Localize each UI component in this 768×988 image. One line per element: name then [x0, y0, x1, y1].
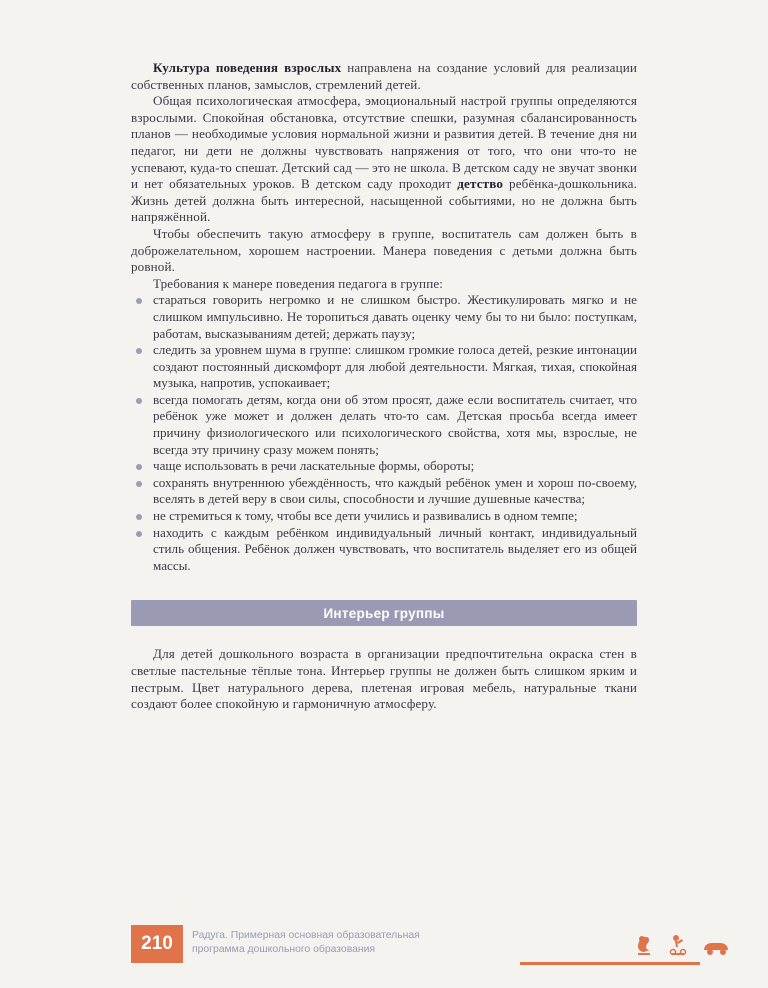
list-item-text: стараться говорить негромко и не слишком быстро. Жестикулировать мягко и не слишком импульсивно. Не торопиться давать оценку чему бы то ни было: поступкам, работам, высказываниям детей; держать паузу; [153, 292, 637, 341]
footer-decorative-icons [634, 930, 734, 960]
paragraph-2-text-a: Общая психологическая атмосфера, эмоциональный настрой группы определяются взрослыми. Спокойная обстановка, отсутствие спешки, разумная сбалансированность планов — необходимые условия нормальной жизни и развития детей. В течение дня ни педагог, ни дети не должны чувствовать напряжения от того, что они что-то не успевают, куда-то спешат. Детский сад — это не школа. В детском саду не звучат звонки и нет обязательных уроков. В детском саду проходит [131, 93, 637, 192]
requirements-list [131, 292, 637, 574]
bullet-dot-icon [136, 531, 142, 537]
paragraph-1-lead-bold: Культура поведения взрослых [153, 60, 342, 75]
paragraph-4: Требования к манере поведения педагога в группе: [153, 275, 444, 291]
footer-caption-line-2: программа дошкольного образования [192, 944, 376, 955]
scooter-icon [671, 935, 686, 955]
list-item-text: находить с каждым ребёнком индивидуальный личный контакт, индивидуальный стиль общения. Ребёнок должен чувствовать, что воспитатель выделяет его из общей массы. [153, 524, 637, 573]
footer-icons-svg [634, 930, 734, 960]
bullet-dot-icon [136, 481, 142, 487]
bullet-dot-icon [136, 298, 142, 304]
list-item [131, 525, 637, 575]
paragraph-2-text-b: ребёнка-дошкольника. Жизнь детей должна быть интересной, насыщенной событиями, но не должна быть напряжённой. [131, 176, 637, 225]
list-item [131, 392, 637, 458]
bullet-dot-icon [136, 464, 142, 470]
paragraph-1 [131, 60, 637, 93]
section-heading-label: Интерьер группы [323, 605, 445, 621]
footer-divider-rule [520, 962, 700, 965]
paragraph-3: Чтобы обеспечить такую атмосферу в группе, воспитатель сам должен быть в доброжелательном, хорошем настроении. Манера поведения с детьми должна быть ровной. [131, 225, 637, 275]
list-item [131, 292, 637, 342]
list-item-text: следить за уровнем шума в группе: слишком громкие голоса детей, резкие интонации создают постоянный дискомфорт для любой деятельности. Мягкая, тихая, спокойная музыка, напротив, успокаивает; [153, 342, 637, 391]
section-heading-band [131, 600, 637, 626]
page-number: 210 [131, 925, 183, 963]
list-item [131, 475, 637, 508]
car-icon [704, 943, 728, 955]
paragraph-2 [131, 93, 637, 226]
paragraph-1-rest: направлена на создание условий для реализации собственных планов, замыслов, стремлений детей. [131, 60, 637, 92]
squirrel-icon [638, 936, 650, 955]
list-item [131, 342, 637, 392]
list-item-text: чаще использовать в речи ласкательные формы, обороты; [153, 458, 475, 474]
paragraph-5: Для детей дошкольного возраста в организации предпочтительна окраска стен в светлые пастельные тёплые тона. Интерьер группы не должен быть слишком ярким и пестрым. Цвет натурального дерева, плетеная игровая мебель, натуральные ткани создают более спокойную и гармоничную атмосферу. [131, 646, 637, 712]
list-item-text: сохранять внутреннюю убеждённость, что каждый ребёнок умен и хорош по-своему, вселять в детей веру в свои силы, способности и лучшие душевные качества; [153, 474, 637, 507]
list-item-text: не стремиться к тому, чтобы все дети учились и развивались в одном темпе; [153, 508, 578, 524]
bullet-dot-icon [136, 348, 142, 354]
document-content [131, 60, 637, 713]
list-item-text: всегда помогать детям, когда они об этом просят, даже если воспитатель считает, что ребёнок уже может и должен делать что-то сам. Детская просьба всегда имеет причину физиологического или психологического свойства, хотя мы, взрослые, не всегда эту причину сразу можем понять; [153, 391, 637, 457]
paragraph-2-bold: детство [457, 176, 504, 192]
bullet-dot-icon [136, 398, 142, 404]
list-item [131, 508, 637, 525]
footer-caption [192, 929, 522, 957]
footer-caption-line-1: Радуга. Примерная основная образовательная [192, 930, 420, 941]
bullet-dot-icon [136, 514, 142, 520]
list-item [131, 458, 637, 475]
